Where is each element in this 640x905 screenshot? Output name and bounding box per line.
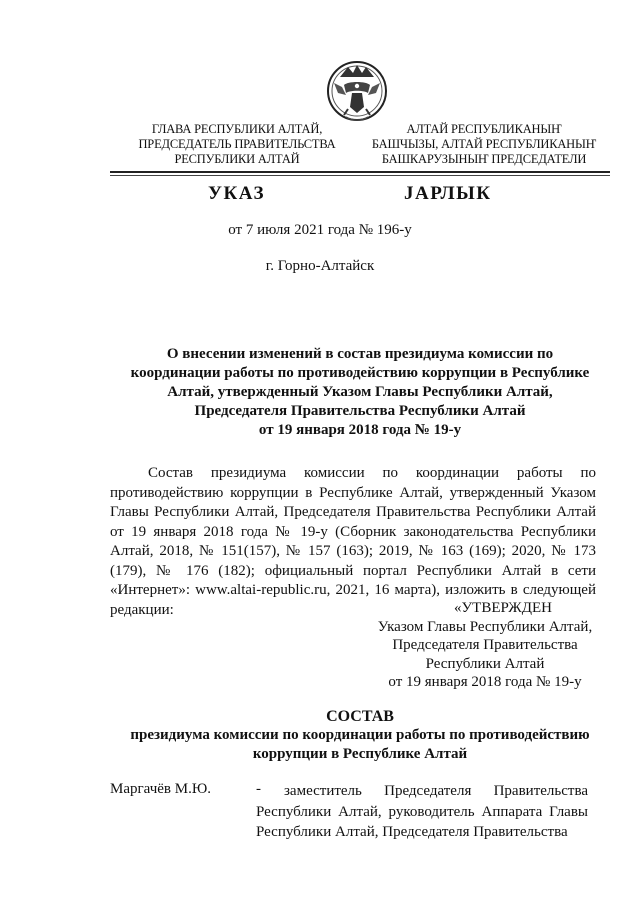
title-line: О внесении изменений в состав президиума комиссии по [166,346,554,362]
header-left-line: РЕСПУБЛИКИ АЛТАЙ [174,152,300,166]
title-line: от 19 января 2018 года № 19-у [258,422,462,438]
title-line: координации работы по противодействию коррупции в Республике [130,365,590,381]
approved-line: от 19 января 2018 года № 19-у [388,674,582,690]
header-left-line: ПРЕДСЕДАТЕЛЬ ПРАВИТЕЛЬСТВА [138,137,336,151]
approved-line: «УТВЕРЖДЕН [454,600,552,616]
member-role: заместитель Председателя Правительства Республики Алтай, руководитель Аппарата Главы Республики Алтай, Председателя Правительства [256,783,588,840]
header-left-block [132,122,342,167]
title-line: Председателя Правительства Республики Алтай [194,403,526,419]
date-line: от 7 июля 2021 года № 196-у [228,222,412,238]
approved-block [340,599,630,692]
header-right-line: АЛТАЙ РЕСПУБЛИКАНЫҤ [406,122,562,136]
city-line: г. Горно-Алтайск [265,258,375,274]
approved-line: Председателя Правительства [392,637,578,653]
composition-heading: СОСТАВ [326,708,394,725]
body-paragraph: Состав президиума комиссии по координации работы по противодействию коррупции в Республике Алтай, утвержденный Указом Главы Республики Алтай, Председателя Правительства Республики Алтай от 19 января 2018 года № 19-у (Сборник законодательства Республики Алтай, 2018, № 151(157), № 157 (163); 2019, № 163 (169); 2020, № 173 (179), № 176 (182); официальный портал Республики Алтай в сети «Интернет»: www.altai-republic.ru, 2021, 16 марта), изложить в следующей редакции: [110,465,596,618]
header-left-line: ГЛАВА РЕСПУБЛИКИ АЛТАЙ, [151,122,323,136]
composition-subheading-line: президиума комиссии по координации работы по противодействию [130,727,590,743]
header-rule-thick [110,171,610,173]
composition-subheading-line: коррупции в Республике Алтай [252,746,468,762]
doc-type-alt: JАРЛЫК [404,183,492,204]
document-title [110,345,610,440]
coat-of-arms-emblem [322,55,392,131]
header-right-block [356,122,612,167]
member-dash: - [256,781,261,797]
approved-line: Республики Алтай [425,655,545,672]
member-name: Маргачёв М.Ю. [110,781,211,797]
doc-type-ru: УКАЗ [208,183,265,204]
header-right-line: БАШЧЫЗЫ, АЛТАЙ РЕСПУБЛИКАНЫҤ [371,137,597,151]
header-right-line: БАШКАРУЗЫНЫҤ ПРЕДСЕДАТЕЛИ [381,152,587,166]
approved-line: Указом Главы Республики Алтай, [377,618,593,635]
title-line: Алтай, утвержденный Указом Главы Республики Алтай, [167,384,553,400]
header-rule-thin [110,175,610,176]
composition-heading-block [100,707,620,764]
